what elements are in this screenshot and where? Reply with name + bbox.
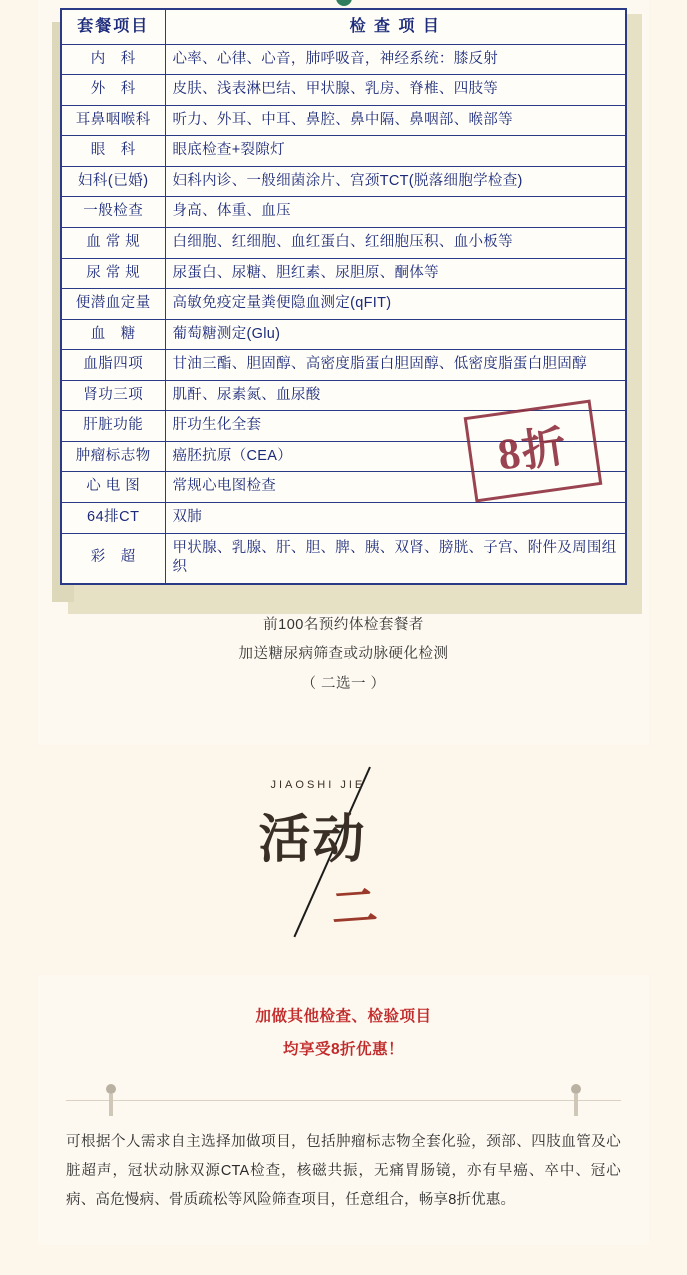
table-row [61,105,626,136]
row-desc: 常规心电图检查 [165,472,626,503]
row-name: 心 电 图 [61,472,165,503]
table-row [61,227,626,258]
column-header-items: 检 查 项 目 [165,9,626,44]
discount-stamp: 8折 [464,400,603,503]
row-name: 血 糖 [61,319,165,350]
row-name: 肾功三项 [61,380,165,411]
row-desc: 甲状腺、乳腺、肝、胆、脾、胰、双肾、膀胱、子宫、附件及周围组织 [165,533,626,584]
pin-icon-left [106,1084,116,1116]
activity-logo [259,775,429,945]
promo-note-line-2: 加送糖尿病筛查或动脉硬化检测 [238,646,449,663]
table-row [61,258,626,289]
row-name: 内 科 [61,44,165,75]
table-row [61,197,626,228]
table-row [61,289,626,320]
row-name: 肿瘤标志物 [61,441,165,472]
row-name: 血脂四项 [61,350,165,381]
discount-body-text: 可根据个人需求自主选择加做项目，包括肿瘤标志物全套化验，颈部、四肢血管及心脏超声，冠状动脉双源CTA检查，核磁共振，无痛胃肠镜，亦有早癌、卒中、冠心病、高危慢病、骨质疏松等风险筛查项目，任意组合，畅享8折优惠。 [66,1134,621,1209]
promo-note [38,611,649,700]
promo-note-line-3: （ 二选一 ） [301,676,386,693]
discount-title-line-2: 均享受8折优惠！ [282,1040,405,1058]
row-desc: 癌胚抗原（CEA） [165,441,626,472]
divider-line [66,1100,621,1101]
row-desc: 妇科内诊、一般细菌涂片、宫颈TCT(脱落细胞学检查) [165,166,626,197]
row-desc: 双肺 [165,503,626,534]
row-name: 尿 常 规 [61,258,165,289]
table-row [61,319,626,350]
logo-main-text: 活动 [258,812,367,869]
page-bottom-spacer [0,1245,687,1275]
row-desc: 眼底检查+裂隙灯 [165,136,626,167]
promo-note-line-1: 前100名预约体检套餐者 [263,616,424,633]
row-desc: 肌酐、尿素氮、血尿酸 [165,380,626,411]
table-header-row [61,9,626,44]
row-desc: 尿蛋白、尿糖、胆红素、尿胆原、酮体等 [165,258,626,289]
table-row [61,75,626,106]
table-row [61,533,626,584]
discount-card [38,975,649,1245]
row-name: 肝脏功能 [61,411,165,442]
row-desc: 身高、体重、血压 [165,197,626,228]
row-desc: 甘油三酯、胆固醇、高密度脂蛋白胆固醇、低密度脂蛋白胆固醇 [165,350,626,381]
row-name: 眼 科 [61,136,165,167]
table-row [61,166,626,197]
column-header-package: 套餐项目 [61,9,165,44]
package-table-wrap [38,0,649,585]
row-desc: 肝功生化全套 [165,411,626,442]
discount-title [66,1001,621,1066]
row-desc: 听力、外耳、中耳、鼻腔、鼻中隔、鼻咽部、喉部等 [165,105,626,136]
row-name: 外 科 [61,75,165,106]
activity-logo-block [0,745,687,975]
logo-pinyin: JIAOSHI JIE [270,779,366,791]
row-desc: 皮肤、浅表淋巴结、甲状腺、乳房、脊椎、四肢等 [165,75,626,106]
divider [66,1080,621,1122]
row-name: 一般检查 [61,197,165,228]
row-name: 血 常 规 [61,227,165,258]
row-desc: 心率、心律、心音，肺呼吸音，神经系统：膝反射 [165,44,626,75]
row-desc: 白细胞、红细胞、血红蛋白、红细胞压积、血小板等 [165,227,626,258]
logo-number: 二 [329,880,379,935]
row-desc: 葡萄糖测定(Glu) [165,319,626,350]
table-row [61,503,626,534]
table-row [61,136,626,167]
table-row [61,44,626,75]
discount-title-line-1: 加做其他检查、检验项目 [255,1008,432,1025]
row-name: 便潜血定量 [61,289,165,320]
pin-icon-right [571,1084,581,1116]
row-name: 耳鼻咽喉科 [61,105,165,136]
row-name: 64排CT [61,503,165,534]
row-name: 彩 超 [61,533,165,584]
package-card [38,0,649,745]
package-table [60,8,627,585]
row-desc: 高敏免疫定量粪便隐血测定(qFIT) [165,289,626,320]
row-name: 妇科(已婚) [61,166,165,197]
table-row [61,350,626,381]
